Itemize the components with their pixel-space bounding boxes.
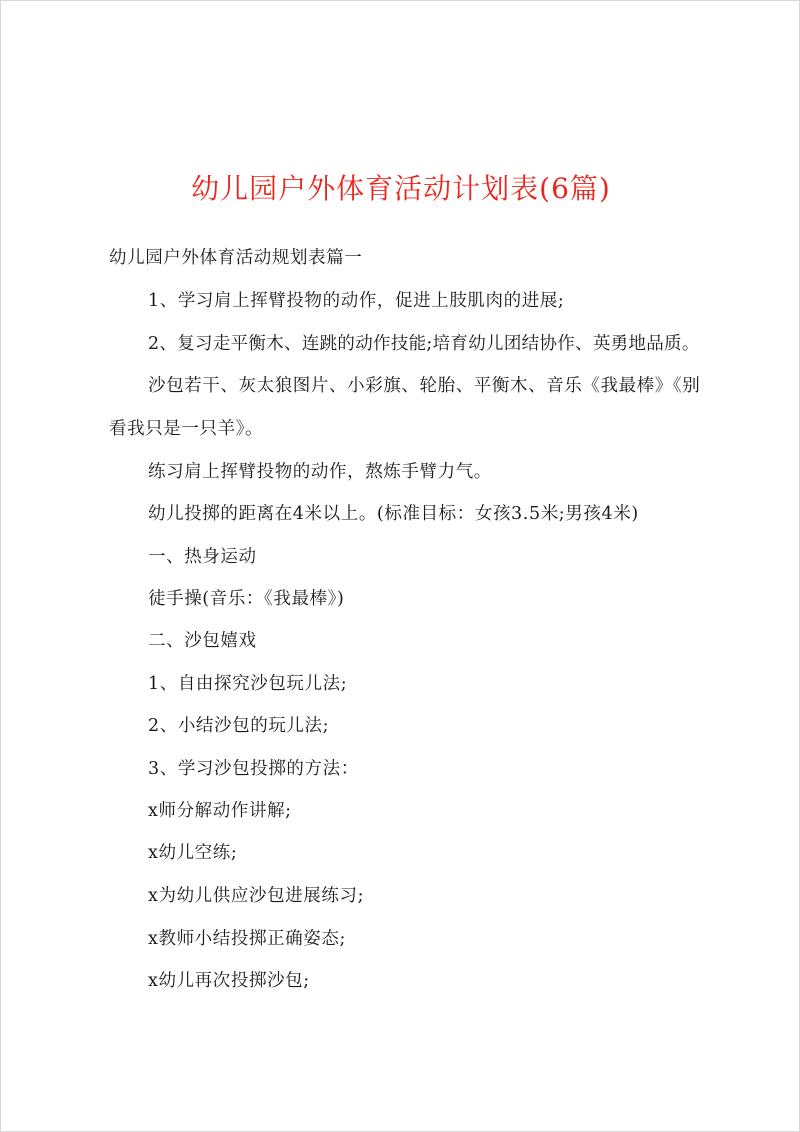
paragraph-line: x为幼儿供应沙包进展练习; [148,886,365,906]
paragraph-line: 幼儿投掷的距离在4米以上。(标准目标：女孩3.5米;男孩4米) [148,504,639,524]
paragraph-line: x幼儿再次投掷沙包; [148,971,310,991]
document-title: 幼儿园户外体育活动计划表(6篇) [191,172,611,205]
paragraph-line: 1、学习肩上挥臂投物的动作，促进上肢肌肉的进展; [148,291,565,311]
paragraph-line: 二、沙包嬉戏 [148,631,257,651]
paragraph-line: 练习肩上挥臂投物的动作，熬炼手臂力气。 [148,462,492,482]
paragraph-line: x师分解动作讲解; [148,801,292,821]
paragraph-line: 2、复习走平衡木、连跳的动作技能;培育幼儿团结协作、英勇地品质。 [148,334,700,354]
paragraph-line: 徒手操(音乐：《我最棒》) [148,589,345,609]
section-heading: 幼儿园户外体育活动规划表篇一 [109,248,363,268]
paragraph-line: 1、自由探究沙包玩儿法; [148,674,348,694]
paragraph-line: 一、热身运动 [148,547,257,567]
paragraph-line: 3、学习沙包投掷的方法： [148,759,359,779]
paragraph-line: 2、小结沙包的玩儿法; [148,716,330,736]
paragraph-line: 沙包若干、灰太狼图片、小彩旗、轮胎、平衡木、音乐《我最棒》《别 [148,376,701,396]
paragraph-line: x幼儿空练; [148,843,238,863]
paragraph-line: 看我只是一只羊》。 [109,419,264,439]
paragraph-line: x教师小结投掷正确姿态; [148,929,346,949]
